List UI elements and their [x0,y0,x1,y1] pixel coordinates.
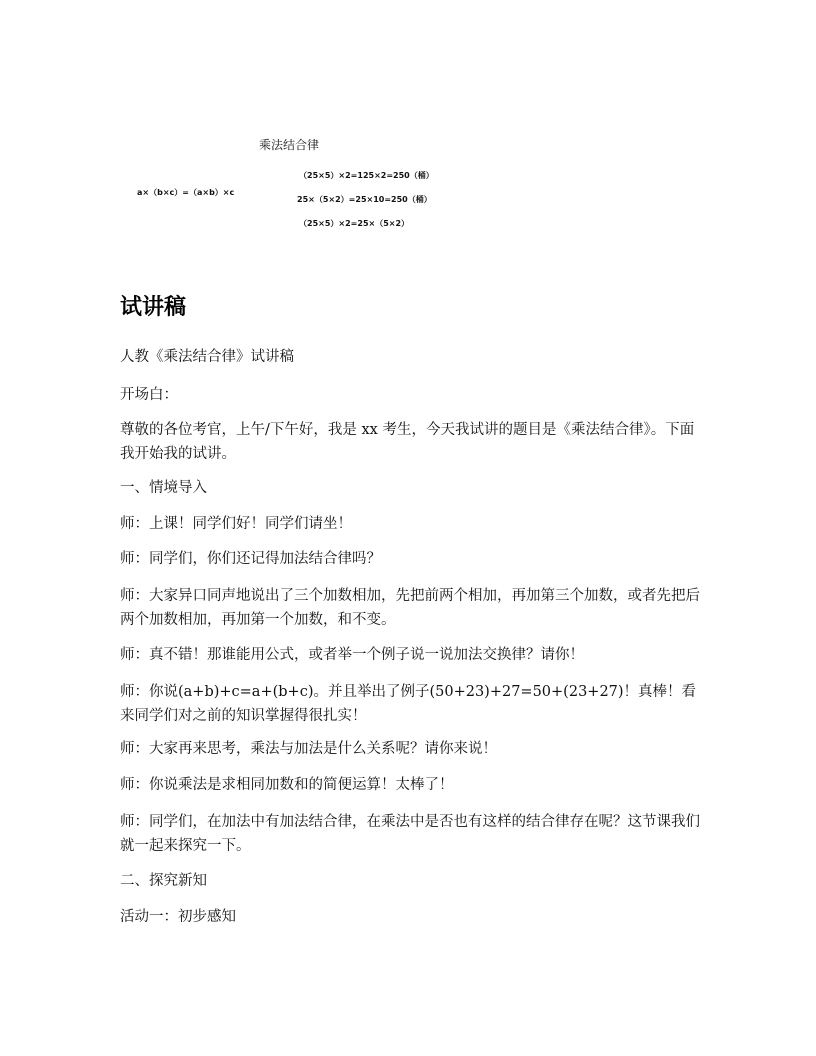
paragraph: 师：真不错！那谁能用公式，或者举一个例子说一说加法交换律？请你！ [120,647,584,663]
paragraph: 人教《乘法结合律》试讲稿 [120,349,294,365]
document-title: 试讲稿 [120,295,187,320]
paragraph: 师：大家异口同声地说出了三个加数相加，先把前两个相加，再加第三个加数，或者先把后两个加数相加，再加第一个加数，和不变。 [120,588,700,628]
paragraph: 师：大家再来思考，乘法与加法是什么关系呢？请你来说！ [120,741,497,757]
blackboard-equation: （25×5）×2=25×（5×2） [299,219,410,228]
paragraph: 一、情境导入 [120,480,207,496]
blackboard-equation: （25×5）×2=125×2=250（桶） [299,171,434,180]
blackboard-formula: a×（b×c）=（a×b）×c [137,188,235,197]
blackboard-equation: 25×（5×2）=25×10=250（桶） [297,195,432,204]
blackboard-title: 乘法结合律 [259,138,320,152]
paragraph: 师：你说(a+b)+c=a+(b+c)。并且举出了例子(50+23)+27=50+(23+27)！真棒！看来同学们对之前的知识掌握得很扎实！ [120,684,697,724]
paragraph: 尊敬的各位考官，上午/下午好，我是 xx 考生，今天我试讲的题目是《乘法结合律》。下面我开始我的试讲。 [120,422,695,462]
paragraph: 师：同学们，在加法中有加法结合律，在乘法中是否也有这样的结合律存在呢？这节课我们就一起来探究一下。 [120,814,700,854]
paragraph: 师：同学们，你们还记得加法结合律吗？ [120,551,381,567]
paragraph: 二、探究新知 [120,873,207,889]
paragraph: 开场白： [120,387,178,403]
paragraph: 师：上课！同学们好！同学们请坐！ [120,516,352,532]
paragraph: 活动一：初步感知 [120,909,236,925]
paragraph: 师：你说乘法是求相同加数和的简便运算！太棒了！ [120,777,454,793]
